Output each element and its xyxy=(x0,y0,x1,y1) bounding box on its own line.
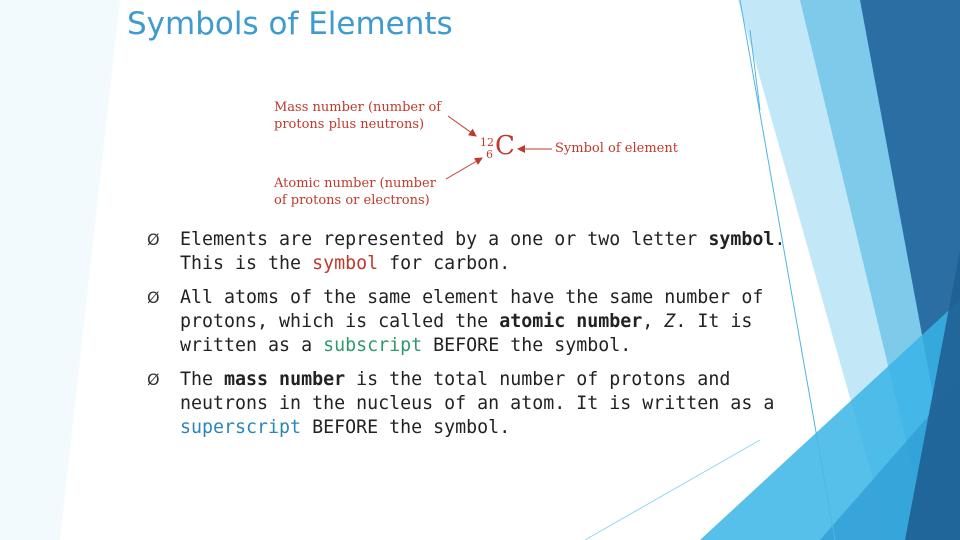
bullet-item-symbol: Ø Elements are represented by a one or two letter symbol. This is the symbol for carbon. xyxy=(147,229,786,274)
bullet-list xyxy=(147,228,800,450)
bullet-arrow-icon: Ø xyxy=(147,288,160,307)
symbol-of-element-label: Symbol of element xyxy=(555,141,678,156)
mass-number-arrow xyxy=(448,116,476,136)
atomic-number-label: Atomic number (number of protons or electrons) xyxy=(274,176,436,208)
mass-number-label: Mass number (number of protons plus neutrons) xyxy=(274,100,442,132)
atomic-number-arrow xyxy=(446,158,482,179)
isotope-notation-diagram xyxy=(268,96,698,216)
bullet-arrow-icon: Ø xyxy=(147,370,160,389)
bullet-item-atomic-number: Ø All atoms of the same element have the same number of protons, which is called the atomic number, Z. It is written as a subscript BEFORE the symbol. xyxy=(147,287,764,356)
bullet-arrow-icon: Ø xyxy=(147,230,160,249)
element-symbol: C xyxy=(495,131,515,161)
slide-title: Symbols of Elements xyxy=(127,6,453,42)
atomic-number-subscript: 6 xyxy=(486,148,493,161)
mass-number-superscript: 12 xyxy=(480,136,494,149)
bullet-item-mass-number: Ø The mass number is the total number of protons and neutrons in the nucleus of an atom. It is written as a superscript BEFORE the symbol. xyxy=(147,369,775,438)
